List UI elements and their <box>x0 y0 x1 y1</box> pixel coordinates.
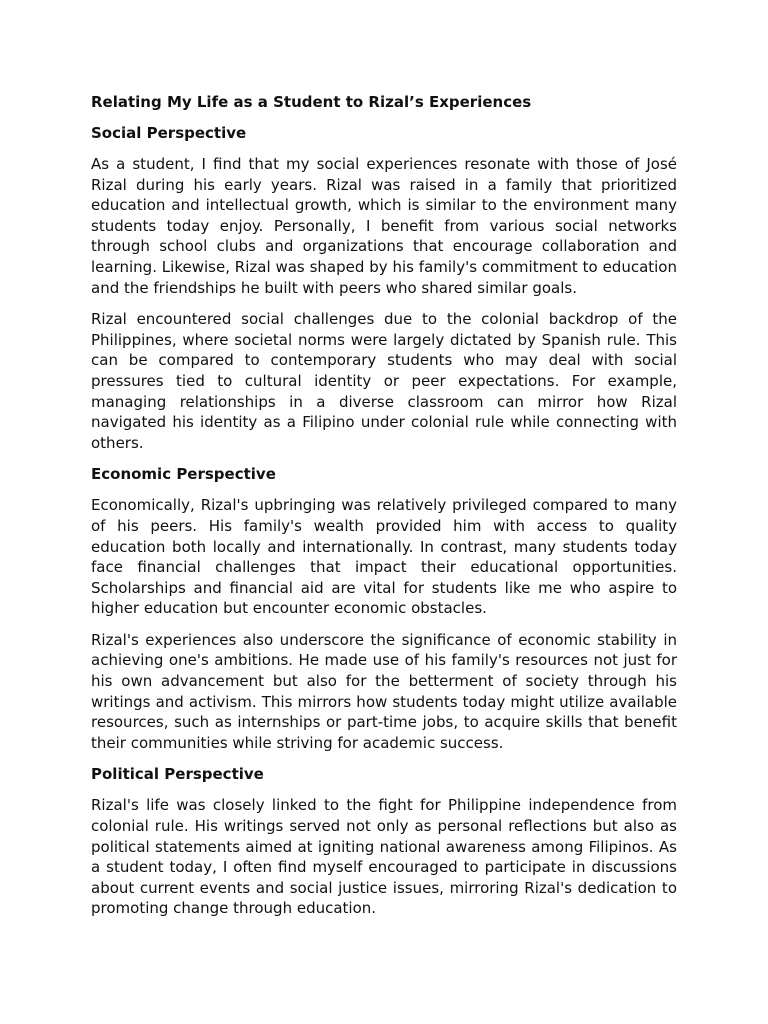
paragraph: Rizal's experiences also underscore the significance of economic stability in achieving one's ambitions. He made use of his family's resources not just for his own advancement but also for the betterment of society through his writings and activism. This mirrors how students today might utilize available resources, such as internships or part-time jobs, to acquire skills that benefit their communities while striving for academic success. <box>91 630 677 752</box>
paragraph: Rizal encountered social challenges due to the colonial backdrop of the Philippines, where societal norms were largely dictated by Spanish rule. This can be compared to contemporary students who may deal with social pressures tied to cultural identity or peer expectations. For example, managing relationships in a diverse classroom can mirror how Rizal navigated his identity as a Filipino under colonial rule while connecting with others. <box>91 310 677 452</box>
section-social <box>91 123 677 453</box>
document-title: Relating My Life as a Student to Rizal’s Experiences <box>91 93 532 111</box>
section-economic <box>91 464 677 753</box>
paragraph: As a student, I find that my social experiences resonate with those of José Rizal during his early years. Rizal was raised in a family that prioritized education and intellectual growth, which is similar to the environment many students today enjoy. Personally, I benefit from various social networks through school clubs and organizations that encourage collaboration and learning. Likewise, Rizal was shaped by his family's commitment to education and the friendships he built with peers who shared similar goals. <box>91 155 677 297</box>
section-heading-political: Political Perspective <box>91 765 264 784</box>
section-political <box>91 764 677 919</box>
section-heading-economic: Economic Perspective <box>91 465 276 484</box>
section-heading-social: Social Perspective <box>91 124 247 142</box>
paragraph: Rizal's life was closely linked to the fight for Philippine independence from colonial rule. His writings served not only as personal reflections but also as political statements aimed at igniting national awareness among Filipinos. As a student today, I often find myself encouraged to participate in discussions about current events and social justice issues, mirroring Rizal's dedication to promoting change through education. <box>91 796 677 918</box>
document-page <box>91 88 677 930</box>
paragraph: Economically, Rizal's upbringing was relatively privileged compared to many of his peers. His family's wealth provided him with access to quality education both locally and internationally. In contrast, many students today face financial challenges that impact their educational opportunities. Scholarships and financial aid are vital for students like me who aspire to higher education but encounter economic obstacles. <box>91 496 677 618</box>
